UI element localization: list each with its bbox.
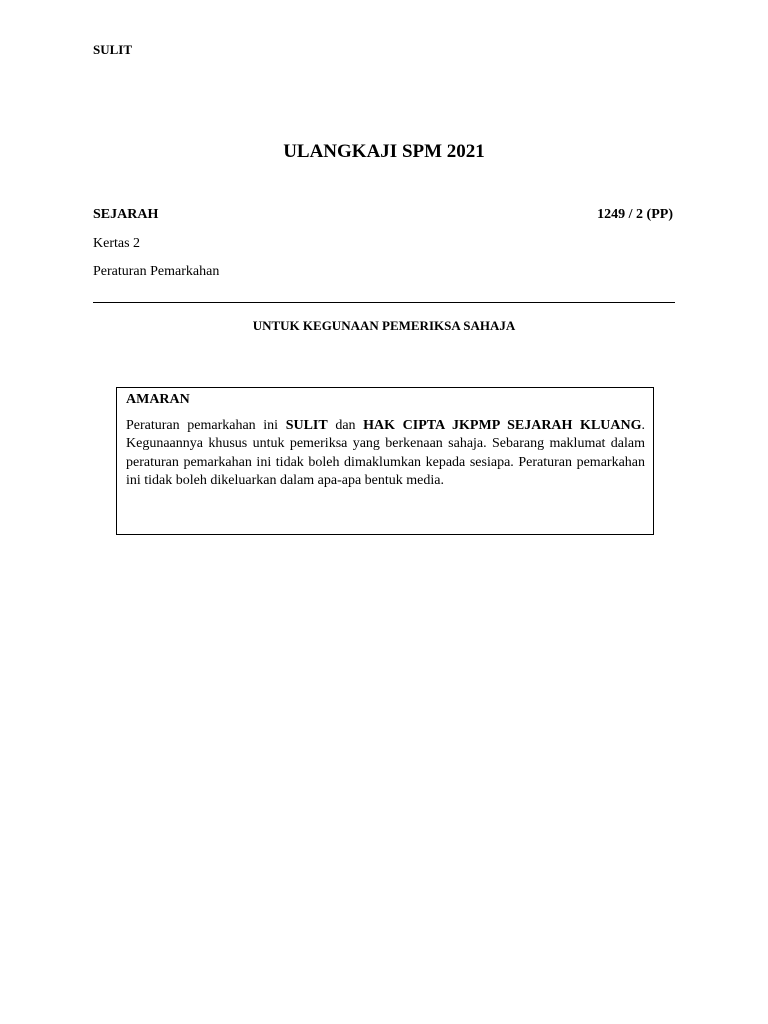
- subject-name: SEJARAH: [93, 207, 159, 222]
- horizontal-divider: [93, 302, 675, 303]
- warning-bold-copyright: HAK CIPTA JKPMP SEJARAH KLUANG: [363, 418, 642, 433]
- warning-text-part-3: . Kegunaannya khusus untuk pemeriksa yang berkenaan sahaja. Sebarang maklumat dalam peraturan pemarkahan ini tidak boleh dimaklumkan kepada sesiapa. Peraturan pemarkahan ini tidak boleh dikeluarkan dalam apa-apa bentuk media.: [126, 418, 646, 488]
- paper-code: 1249 / 2 (PP): [597, 207, 673, 222]
- warning-box: [116, 387, 654, 535]
- warning-text: [126, 417, 645, 490]
- warning-title: AMARAN: [126, 392, 190, 407]
- examiner-note: UNTUK KEGUNAAN PEMERIKSA SAHAJA: [252, 318, 516, 333]
- document-title: ULANGKAJI SPM 2021: [283, 141, 485, 162]
- classification-mark: SULIT: [93, 42, 133, 57]
- warning-bold-sulit: SULIT: [285, 418, 328, 433]
- document-type: Peraturan Pemarkahan: [93, 264, 220, 279]
- warning-text-part-2: dan: [327, 418, 364, 433]
- paper-number: Kertas 2: [93, 236, 141, 251]
- warning-text-part-1: Peraturan pemarkahan ini: [126, 418, 286, 433]
